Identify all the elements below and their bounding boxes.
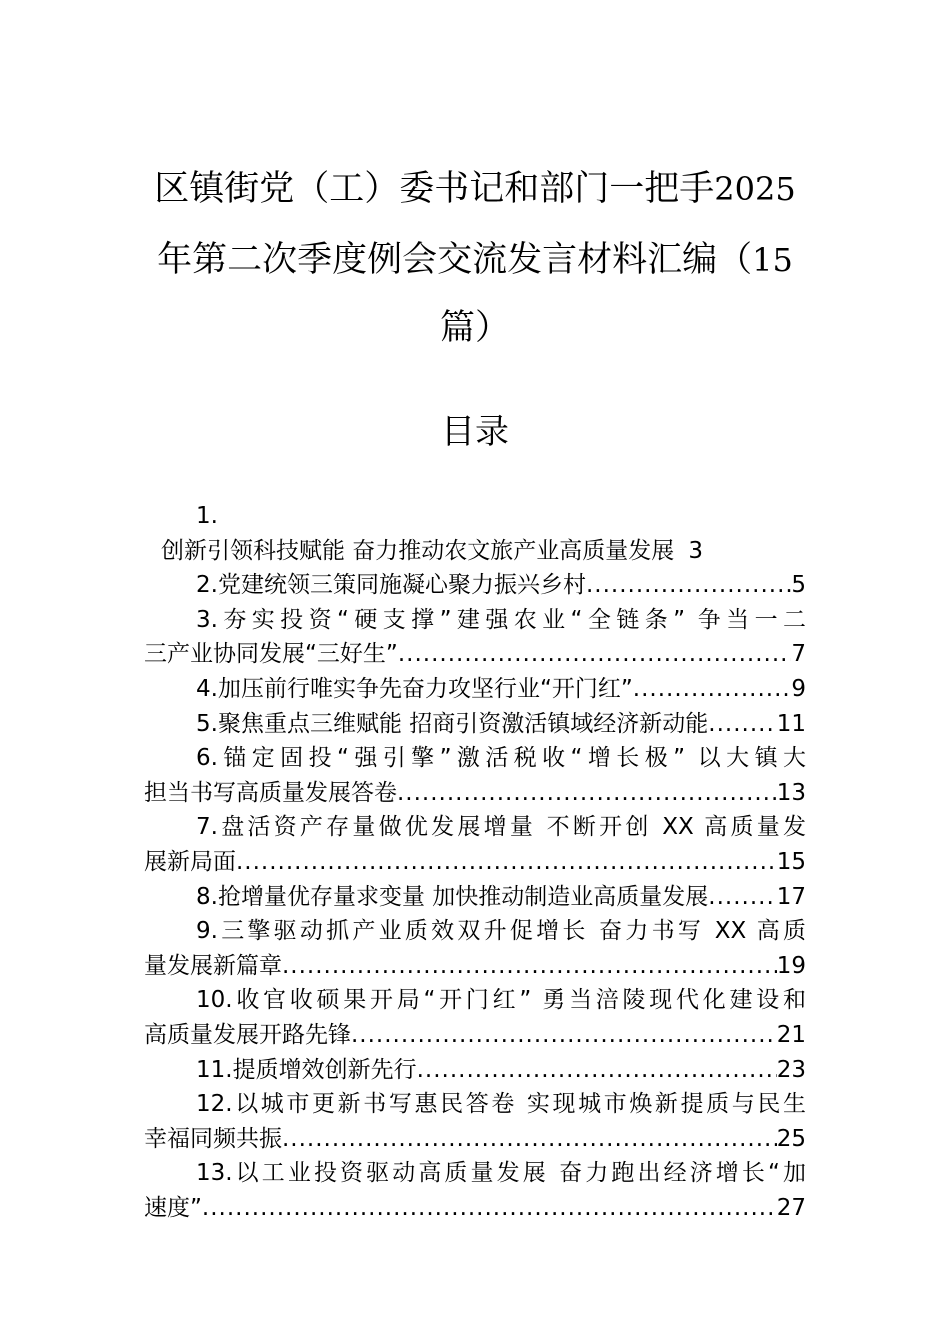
- toc-entry-page: 9: [791, 675, 806, 702]
- toc-entry-title: 三产业协同发展“三好生”: [144, 641, 398, 668]
- toc-entry-page: 17: [776, 883, 806, 910]
- leader-dots: [202, 1191, 777, 1226]
- toc-entry-page: 11: [776, 710, 806, 737]
- leader-dots: [282, 949, 777, 984]
- toc-entry-12-line-2[interactable]: [144, 1122, 806, 1157]
- toc-entry-6-line-2[interactable]: [144, 776, 806, 811]
- document-title-line-2: [100, 235, 850, 285]
- leader-dots: [282, 1122, 777, 1157]
- title-text: 区镇街党（工）委书记和部门一把手: [154, 169, 715, 209]
- toc-entry-5[interactable]: [144, 707, 806, 742]
- leader-dots: [236, 845, 777, 880]
- toc-entry-title: 高质量发展开路先锋: [144, 1021, 351, 1048]
- toc-entry-title: 速度”: [144, 1194, 202, 1221]
- toc-entry-9-line-2[interactable]: [144, 949, 806, 984]
- toc-entry-9-line-1[interactable]: 9.三擎驱动抓产业质效双升促增长 奋力书写 XX 高质: [196, 918, 806, 945]
- toc-entry-8[interactable]: [144, 880, 806, 915]
- toc-entry-page: 7: [791, 641, 806, 668]
- toc-entry-title: 展新局面: [144, 848, 236, 875]
- toc-entry-title: 2.党建统领三策同施凝心聚力振兴乡村: [196, 572, 586, 599]
- toc-entry-12-line-1[interactable]: 12.以城市更新书写惠民答卷 实现城市焕新提质与民生: [196, 1091, 806, 1118]
- table-of-contents: [144, 499, 806, 1225]
- toc-entry-page: 21: [776, 1021, 806, 1048]
- toc-entry-2[interactable]: [144, 568, 806, 603]
- leader-dots: [398, 637, 792, 672]
- toc-entry-page: 25: [776, 1125, 806, 1152]
- title-count: 15: [752, 241, 793, 279]
- toc-entry-7-line-1[interactable]: 7.盘活资产存量做优发展增量 不断开创 XX 高质量发: [196, 814, 806, 841]
- toc-entry-page: 19: [776, 952, 806, 979]
- toc-entry-3-line-1[interactable]: 3.夯实投资“硬支撑”建强农业“全链条” 争当一二: [196, 606, 806, 633]
- toc-entry-page: 13: [776, 779, 806, 806]
- leader-dots: [397, 776, 777, 811]
- toc-entry-title: 5.聚焦重点三维赋能 招商引资激活镇域经济新动能: [196, 710, 709, 737]
- toc-entry-1-number[interactable]: 1.: [196, 503, 218, 529]
- toc-entry-page: 5: [791, 572, 806, 599]
- leader-dots: [708, 707, 776, 742]
- toc-entry-title: 担当书写高质量发展答卷: [144, 779, 397, 806]
- leader-dots: [586, 568, 791, 603]
- toc-entry-title: 幸福同频共振: [144, 1125, 282, 1152]
- toc-entry-13-line-1[interactable]: 13.以工业投资驱动高质量发展 奋力跑出经济增长“加: [196, 1160, 806, 1187]
- document-title-line-3: [100, 303, 850, 353]
- toc-heading: 目录: [441, 412, 509, 452]
- toc-entry-title: 量发展新篇章: [144, 952, 282, 979]
- toc-entry-page: 27: [776, 1194, 806, 1221]
- toc-entry-page: 3: [688, 537, 703, 564]
- title-text: 年第二次季度例会交流发言材料汇编（: [157, 240, 753, 280]
- leader-dots: [633, 672, 792, 707]
- toc-entry-11[interactable]: [144, 1053, 806, 1088]
- toc-entry-4[interactable]: [144, 672, 806, 707]
- toc-entry-6-line-1[interactable]: 6.锚定固投“强引擎”激活税收“增长极” 以大镇大: [196, 745, 806, 772]
- toc-entry-page: 23: [776, 1056, 806, 1083]
- leader-dots: [708, 880, 776, 915]
- toc-entry-7-line-2[interactable]: [144, 845, 806, 880]
- leader-dots: [351, 1018, 777, 1053]
- toc-entry-10-line-1[interactable]: 10.收官收硕果开局“开门红” 勇当涪陵现代化建设和: [196, 987, 806, 1014]
- toc-entry-page: 15: [776, 848, 806, 875]
- document-title-line-1: [100, 164, 850, 214]
- toc-entry-title: 创新引领科技赋能 奋力推动农文旅产业高质量发展: [161, 537, 675, 564]
- toc-entry-title: 11.提质增效创新先行: [196, 1056, 417, 1083]
- toc-entry-1[interactable]: [144, 534, 806, 569]
- leader-dots: [417, 1053, 777, 1088]
- toc-entry-title: 8.抢增量优存量求变量 加快推动制造业高质量发展: [196, 883, 709, 910]
- toc-entry-title: 4.加压前行唯实争先奋力攻坚行业“开门红”: [196, 675, 633, 702]
- toc-entry-13-line-2[interactable]: [144, 1191, 806, 1226]
- title-year: 2025: [714, 170, 796, 208]
- toc-entry-10-line-2[interactable]: [144, 1018, 806, 1053]
- toc-entry-3-line-2[interactable]: [144, 637, 806, 672]
- title-text: 篇）: [439, 308, 510, 348]
